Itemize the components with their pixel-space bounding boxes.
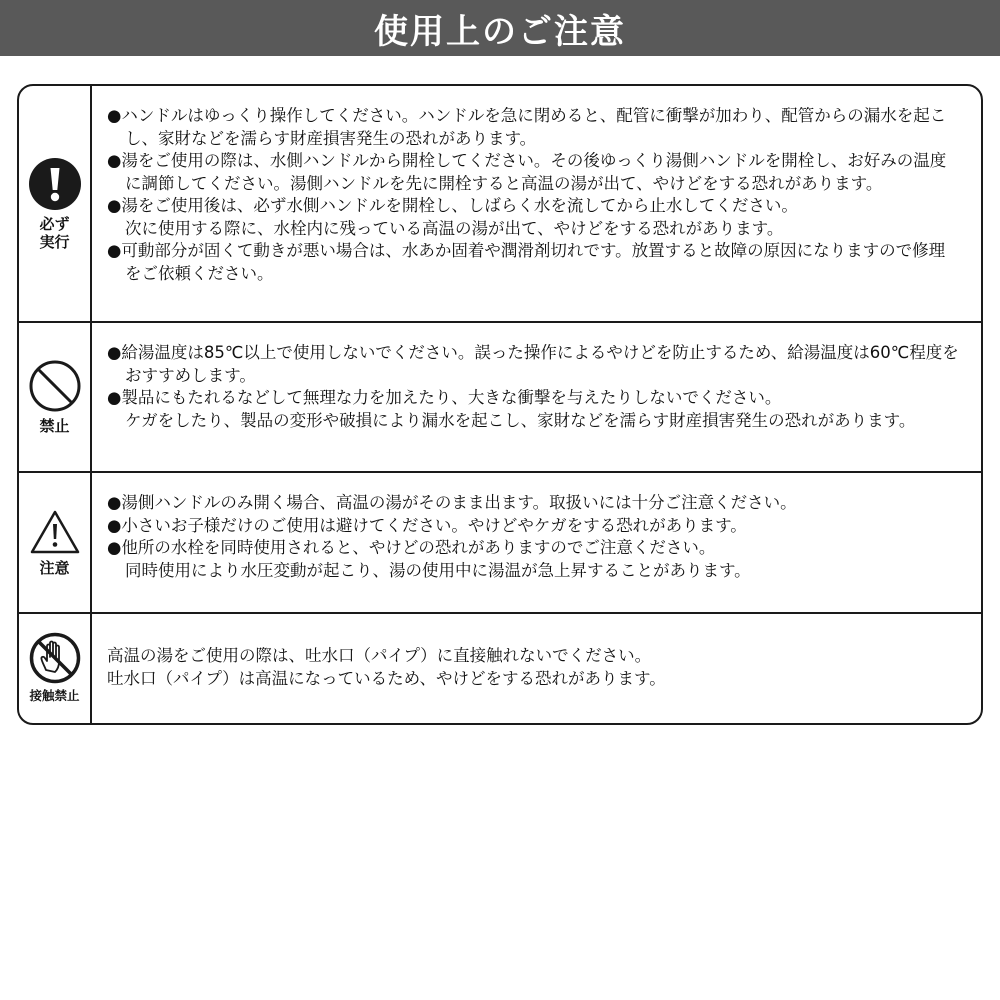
notice-table xyxy=(17,84,983,725)
page-title: 使用上のご注意 xyxy=(374,11,626,52)
page-header xyxy=(0,0,1000,56)
section-caution xyxy=(19,473,981,614)
notice-line: ●小さいお子様だけのご使用は避けてください。やけどやケガをする恐れがあります。 xyxy=(107,515,747,535)
section-prohibited xyxy=(19,323,981,473)
section-text xyxy=(107,105,959,285)
notice-line: ●給湯温度は85℃以上で使用しないでください。誤った操作によるやけどを防止するため、給湯温度は60℃程度をおすすめします。 xyxy=(107,343,959,385)
section-icon-cell xyxy=(19,323,92,471)
prohibition-icon xyxy=(28,359,82,413)
notice-line: 吐水口（パイプ）は高温になっているため、やけどをする恐れがあります。 xyxy=(107,668,666,688)
section-label: 必ず 実行 xyxy=(39,214,70,251)
notice-line: 次に使用する際に、水栓内に残っている高温の湯が出て、やけどをする恐れがあります。 xyxy=(125,218,784,238)
warning-triangle-icon xyxy=(29,509,81,555)
notice-line: ●可動部分が固くて動きが悪い場合は、水あか固着や潤滑剤切れです。放置すると故障の原因になりますので修理をご依頼ください。 xyxy=(107,241,946,283)
notice-line: ●他所の水栓を同時使用されると、やけどの恐れがありますのでご注意ください。 xyxy=(107,538,716,557)
notice-line: ●ハンドルはゆっくり操作してください。ハンドルを急に閉めると、配管に衝撃が加わり、配管からの漏水を起こし、家財などを濡らす財産損害発生の恐れがあります。 xyxy=(107,106,947,148)
section-label: 接触禁止 xyxy=(29,688,80,703)
section-mandatory xyxy=(19,86,981,323)
exclamation-icon xyxy=(28,157,82,211)
notice-line: ケガをしたり、製品の変形や破損により漏水を起こし、家財などを濡らす財産損害発生の恐れがあります。 xyxy=(125,410,916,430)
section-text xyxy=(107,645,959,690)
notice-line: 高温の湯をご使用の際は、吐水口（パイプ）に直接触れないでください。 xyxy=(107,646,652,665)
section-no-touch xyxy=(19,614,981,723)
section-text xyxy=(107,342,959,432)
no-touch-hand-icon xyxy=(29,632,81,684)
notice-line: ●製品にもたれるなどして無理な力を加えたり、大きな衝撃を与えたりしないでください。 xyxy=(107,388,782,407)
section-label: 禁止 xyxy=(39,417,70,435)
notice-line: ●湯をご使用後は、必ず水側ハンドルを開栓し、しばらく水を流してから止水してください。 xyxy=(107,196,798,215)
section-icon-cell xyxy=(19,614,92,723)
section-label: 注意 xyxy=(39,558,70,577)
section-icon-cell xyxy=(19,473,92,612)
notice-line: ●湯をご使用の際は、水側ハンドルから開栓してください。その後ゆっくり湯側ハンドルを開栓し、お好みの温度に調節してください。湯側ハンドルを先に開栓すると高温の湯が出て、やけどをする恐れがあります。 xyxy=(107,151,947,193)
section-text xyxy=(107,492,959,582)
section-icon-cell xyxy=(19,86,92,321)
notice-line: 同時使用により水圧変動が起こり、湯の使用中に湯温が急上昇することがあります。 xyxy=(125,560,751,580)
notice-line: ●湯側ハンドルのみ開く場合、高温の湯がそのまま出ます。取扱いには十分ご注意ください。 xyxy=(107,493,797,512)
